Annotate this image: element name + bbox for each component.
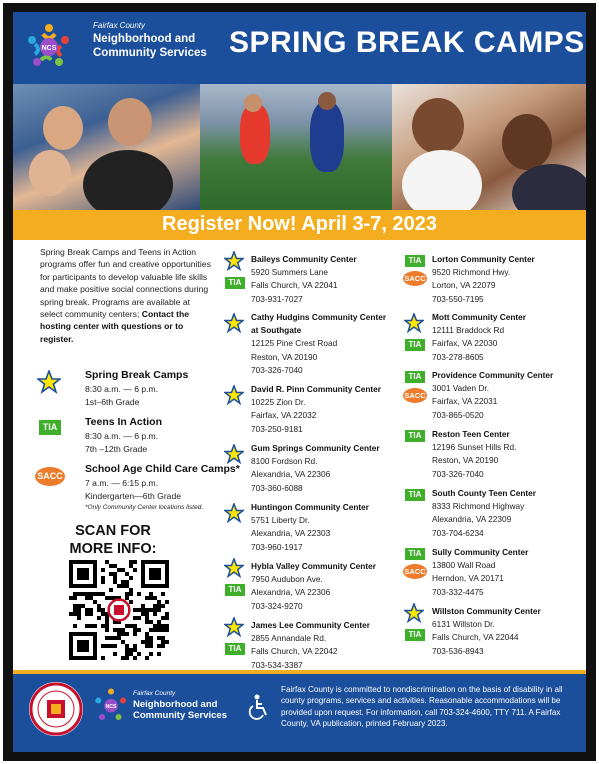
center-address-line: Alexandria, VA 22303 [251, 528, 331, 539]
photo-kids-smiling [13, 84, 200, 210]
center-name: Hybla Valley Community Center [251, 561, 376, 571]
center-listing [251, 253, 357, 306]
center-address-line: Falls Church, VA 22041 [251, 280, 338, 291]
legend-grades-teens: 7th –12th Grade [85, 444, 148, 454]
photo-flag-football [200, 84, 392, 210]
page-title: SPRING BREAK CAMPS [229, 26, 585, 59]
footer-ncs-logo-icon [93, 687, 129, 723]
center-address-line: 7950 Audubon Ave. [251, 574, 323, 585]
center-name-line2: at Southgate [251, 325, 302, 336]
center-phone: 703-360-6088 [251, 482, 303, 493]
center-listing [432, 487, 536, 540]
star-icon [404, 603, 424, 623]
center-address-line: Fairfax, VA 22031 [432, 396, 498, 407]
center-address-line: 9520 Richmond Hwy. [432, 267, 511, 278]
center-address-line: 12111 Braddock Rd [432, 325, 505, 336]
center-listing [432, 311, 526, 364]
tia-badge: TIA [405, 489, 425, 501]
center-phone: 703-326-7040 [251, 364, 303, 375]
center-listing [432, 369, 553, 422]
sacc-badge: SACC [403, 564, 427, 579]
center-phone: 703-704-6234 [432, 527, 484, 538]
tia-badge: TIA [225, 643, 245, 655]
accessibility-icon [248, 694, 270, 720]
center-address-line: 8100 Fordson Rd. [251, 456, 318, 467]
center-listing [251, 383, 381, 436]
tia-badge: TIA [405, 430, 425, 442]
center-phone: 703-550-7195 [432, 293, 484, 304]
center-phone: 703-865-0520 [432, 409, 484, 420]
center-address-line: Alexandria, VA 22306 [251, 587, 331, 598]
tia-badge: TIA [405, 255, 425, 267]
star-icon [224, 444, 244, 464]
sacc-badge: SACC [403, 271, 427, 286]
center-address-line: Reston, VA 20190 [432, 455, 499, 466]
center-address-line: Lorton, VA 22079 [432, 280, 496, 291]
legend-hours-teens: 8:30 a.m. — 6 p.m. [85, 431, 159, 441]
center-phone: 703-931-7027 [251, 293, 303, 304]
flyer [13, 12, 586, 752]
footer-org-line2: Community Services [133, 710, 227, 721]
star-icon [224, 251, 244, 271]
org-name-line2: Community Services [93, 47, 207, 59]
center-name: David R. Pinn Community Center [251, 384, 381, 394]
center-listing [251, 501, 369, 554]
center-address-line: Herndon, VA 20171 [432, 573, 504, 584]
center-name: Sully Community Center [432, 547, 529, 557]
star-icon [224, 385, 244, 405]
center-address-line: Fairfax, VA 22032 [251, 410, 317, 421]
center-listing [251, 442, 380, 495]
center-name: South County Teen Center [432, 488, 537, 498]
footer-logo-text: NCS [105, 704, 117, 710]
star-icon [224, 617, 244, 637]
nondiscrimination-statement: Fairfax County is committed to nondiscrimination on the basis of disability in all county programs, services and activities. Reasonable accommodations will be provided upon request. For information, call 703-324-4600, TTY 711. A Fairfax County, VA publication, printed February 2023. [281, 685, 563, 729]
center-name: Providence Community Center [432, 370, 554, 380]
center-address-line: Falls Church, VA 22042 [251, 646, 338, 657]
intro-paragraph [40, 246, 212, 345]
legend-title-sacc: School Age Child Care Camps* [85, 463, 240, 475]
center-phone: 703-536-8943 [432, 645, 484, 656]
center-phone: 703-960-1917 [251, 541, 303, 552]
center-name: James Lee Community Center [251, 620, 370, 630]
page-frame [3, 3, 596, 761]
qr-code-icon[interactable] [69, 560, 169, 660]
center-listing [432, 428, 516, 481]
sacc-badge: SACC [35, 467, 65, 486]
org-county: Fairfax County [93, 21, 146, 30]
legend-hours-spring-break: 8:30 a.m. — 6 p.m. [85, 384, 159, 394]
tia-badge: TIA [405, 371, 425, 383]
center-name: Reston Teen Center [432, 429, 510, 439]
scan-heading-line2: MORE INFO: [69, 541, 157, 557]
tia-badge: TIA [225, 277, 245, 289]
tia-badge: TIA [405, 339, 425, 351]
register-banner [13, 210, 586, 240]
center-phone: 703-332-4475 [432, 586, 484, 597]
legend-hours-sacc: 7 a.m. — 6:15 p.m. [85, 478, 159, 488]
county-seal-icon [29, 682, 83, 736]
ncs-logo-icon [25, 22, 73, 70]
center-phone: 703-324-9270 [251, 600, 303, 611]
center-address-line: 8333 Richmond Highway [432, 501, 525, 512]
legend-title-teens: Teens In Action [85, 416, 163, 428]
photo-strip [13, 84, 586, 210]
center-name: Willston Community Center [432, 606, 541, 616]
center-address-line: 12125 Pine Crest Road [251, 338, 338, 349]
center-phone: 703-250-9181 [251, 423, 303, 434]
footer-org-line1: Neighborhood and [133, 699, 218, 710]
center-address-line: Alexandria, VA 22306 [251, 469, 331, 480]
star-icon [404, 313, 424, 333]
center-name: Mott Community Center [432, 312, 527, 322]
center-listing [432, 605, 541, 658]
star-icon [224, 313, 244, 333]
header-banner [13, 12, 586, 84]
center-name: Lorton Community Center [432, 254, 535, 264]
footer-org-county: Fairfax County [133, 690, 176, 697]
center-phone: 703-534-3387 [251, 659, 303, 670]
center-address-line: 3001 Vaden Dr. [432, 383, 490, 394]
intro-text: Spring Break Camps and Teens in Action programs offer fun and creative opportunities for participants to develop valuable life skills and make positive social connections during spring break. Programs are available at select community centers; [40, 247, 211, 320]
tia-badge: TIA [405, 629, 425, 641]
legend-grades-spring-break: 1st–6th Grade [85, 397, 140, 407]
tia-badge: TIA [225, 584, 245, 596]
sacc-badge: SACC [403, 388, 427, 403]
intro-bold-text: Contact the hosting center with questions or to register. [40, 309, 189, 344]
center-address-line: 6131 Willston Dr. [432, 619, 495, 630]
center-address-line: 5751 Liberty Dr. [251, 515, 310, 526]
center-address-line: Fairfax, VA 22030 [432, 338, 498, 349]
center-address-line: Reston, VA 20190 [251, 351, 318, 362]
center-listing [432, 253, 535, 306]
center-name: Gum Springs Community Center [251, 443, 380, 453]
photo-girls-crafting [392, 84, 586, 210]
footer-banner [13, 674, 586, 752]
center-address-line: Falls Church, VA 22044 [432, 632, 519, 643]
logo-text: NCS [41, 45, 57, 52]
legend-grades-sacc: Kindergarten—6th Grade [85, 491, 182, 501]
tia-badge: TIA [405, 548, 425, 560]
scan-heading-line1: SCAN FOR [75, 523, 151, 539]
center-address-line: 13800 Wall Road [432, 560, 496, 571]
center-listing [432, 546, 528, 599]
tia-badge: TIA [39, 420, 61, 435]
star-icon [224, 558, 244, 578]
legend-note-sacc: *Only Community Center locations listed. [85, 504, 204, 511]
center-phone: 703-326-7040 [432, 468, 484, 479]
center-listing [251, 560, 376, 613]
center-address-line: 12196 Sunset Hills Rd. [432, 442, 517, 453]
center-address-line: Alexandria, VA 22309 [432, 514, 512, 525]
star-icon [224, 503, 244, 523]
register-text: Register Now! April 3-7, 2023 [162, 213, 437, 235]
center-listing [251, 311, 386, 377]
org-name-line1: Neighborhood and [93, 33, 196, 45]
center-phone: 703-278-8605 [432, 351, 484, 362]
center-address-line: 5920 Summers Lane [251, 267, 329, 278]
center-name: Huntingon Community Center [251, 502, 369, 512]
center-address-line: 10225 Zion Dr. [251, 397, 306, 408]
center-name: Cathy Hudgins Community Center [251, 312, 387, 322]
legend-title-spring-break: Spring Break Camps [85, 369, 189, 381]
star-icon [37, 370, 61, 394]
center-address-line: 2855 Annandale Rd. [251, 633, 327, 644]
center-listing [251, 619, 370, 672]
center-name: Baileys Community Center [251, 254, 357, 264]
